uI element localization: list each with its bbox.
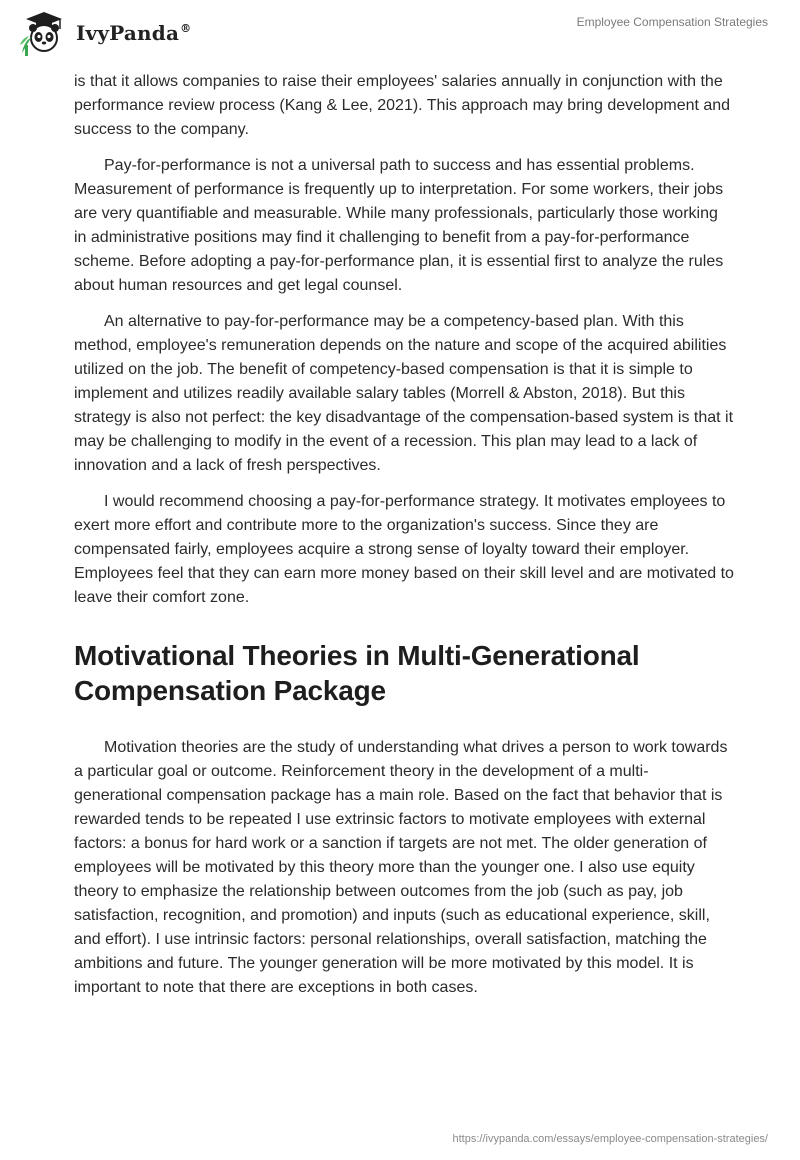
paragraph: is that it allows companies to raise their employees' salaries annually in conjunction with the performance review process (Kang & Lee, 2021). This approach may bring development and success to the company. [74, 73, 731, 138]
section-heading: Motivational Theories in Multi-Generational Compensation Package [74, 640, 640, 706]
paragraph: Motivation theories are the study of understanding what drives a person to work towards a particular goal or outcome. Reinforcement theory in the development of a multi-generational compensation package has a main role. Based on the fact that behavior that is rewarded tends to be repeated I use extrinsic factors to motivate employees with external factors: a bonus for hard work or a sanction if targets are not met. The older generation of employees will be motivated by this theory more than the younger one. I also use equity theory to emphasize the relationship between outcomes from the job (such as pay, job satisfaction, recognition, and promotion) and inputs (such as educational experience, skill, and effort). I use intrinsic factors: personal relationships, overall satisfaction, matching the ambitions and future. The younger generation will be more motivated by this model. It is important to note that there are exceptions in both cases. [74, 739, 728, 996]
source-url[interactable]: https://ivypanda.com/essays/employee-compensation-strategies/ [452, 1133, 768, 1145]
paragraph: Pay-for-performance is not a universal path to success and has essential problems. Measurement of performance is frequently up to interpretation. For some workers, their jobs are very quantifiable and measurable. While many professionals, particularly those working in administrative positions may find it challenging to benefit from a pay-for-performance scheme. Before adopting a pay-for-performance plan, it is essential first to analyze the rules about human resources and get legal counsel. [74, 157, 724, 294]
essay-content [74, 70, 734, 1012]
brand-name: IvyPanda® [76, 21, 192, 45]
document-title: Employee Compensation Strategies [576, 15, 768, 29]
panda-graduate-icon [16, 9, 68, 57]
paragraph: I would recommend choosing a pay-for-performance strategy. It motivates employees to exert more effort and contribute more to the organization's success. Since they are compensated fairly, employees acquire a strong sense of loyalty toward their employer. Employees feel that they can earn more money based on their skill level and are motivated to leave their comfort zone. [74, 493, 734, 606]
page-header [0, 0, 800, 70]
paragraph: An alternative to pay-for-performance may be a competency-based plan. With this method, employee's remuneration depends on the nature and scope of the acquired abilities utilized on the job. The benefit of competency-based compensation is that it is simple to implement and utilizes readily available salary tables (Morrell & Abston, 2018). But this strategy is also not perfect: the key disadvantage of the compensation-based system is that it may be challenging to modify in the event of a recession. This plan may lead to a lack of innovation and a lack of fresh perspectives. [74, 313, 734, 474]
ivypanda-logo[interactable] [16, 9, 191, 57]
